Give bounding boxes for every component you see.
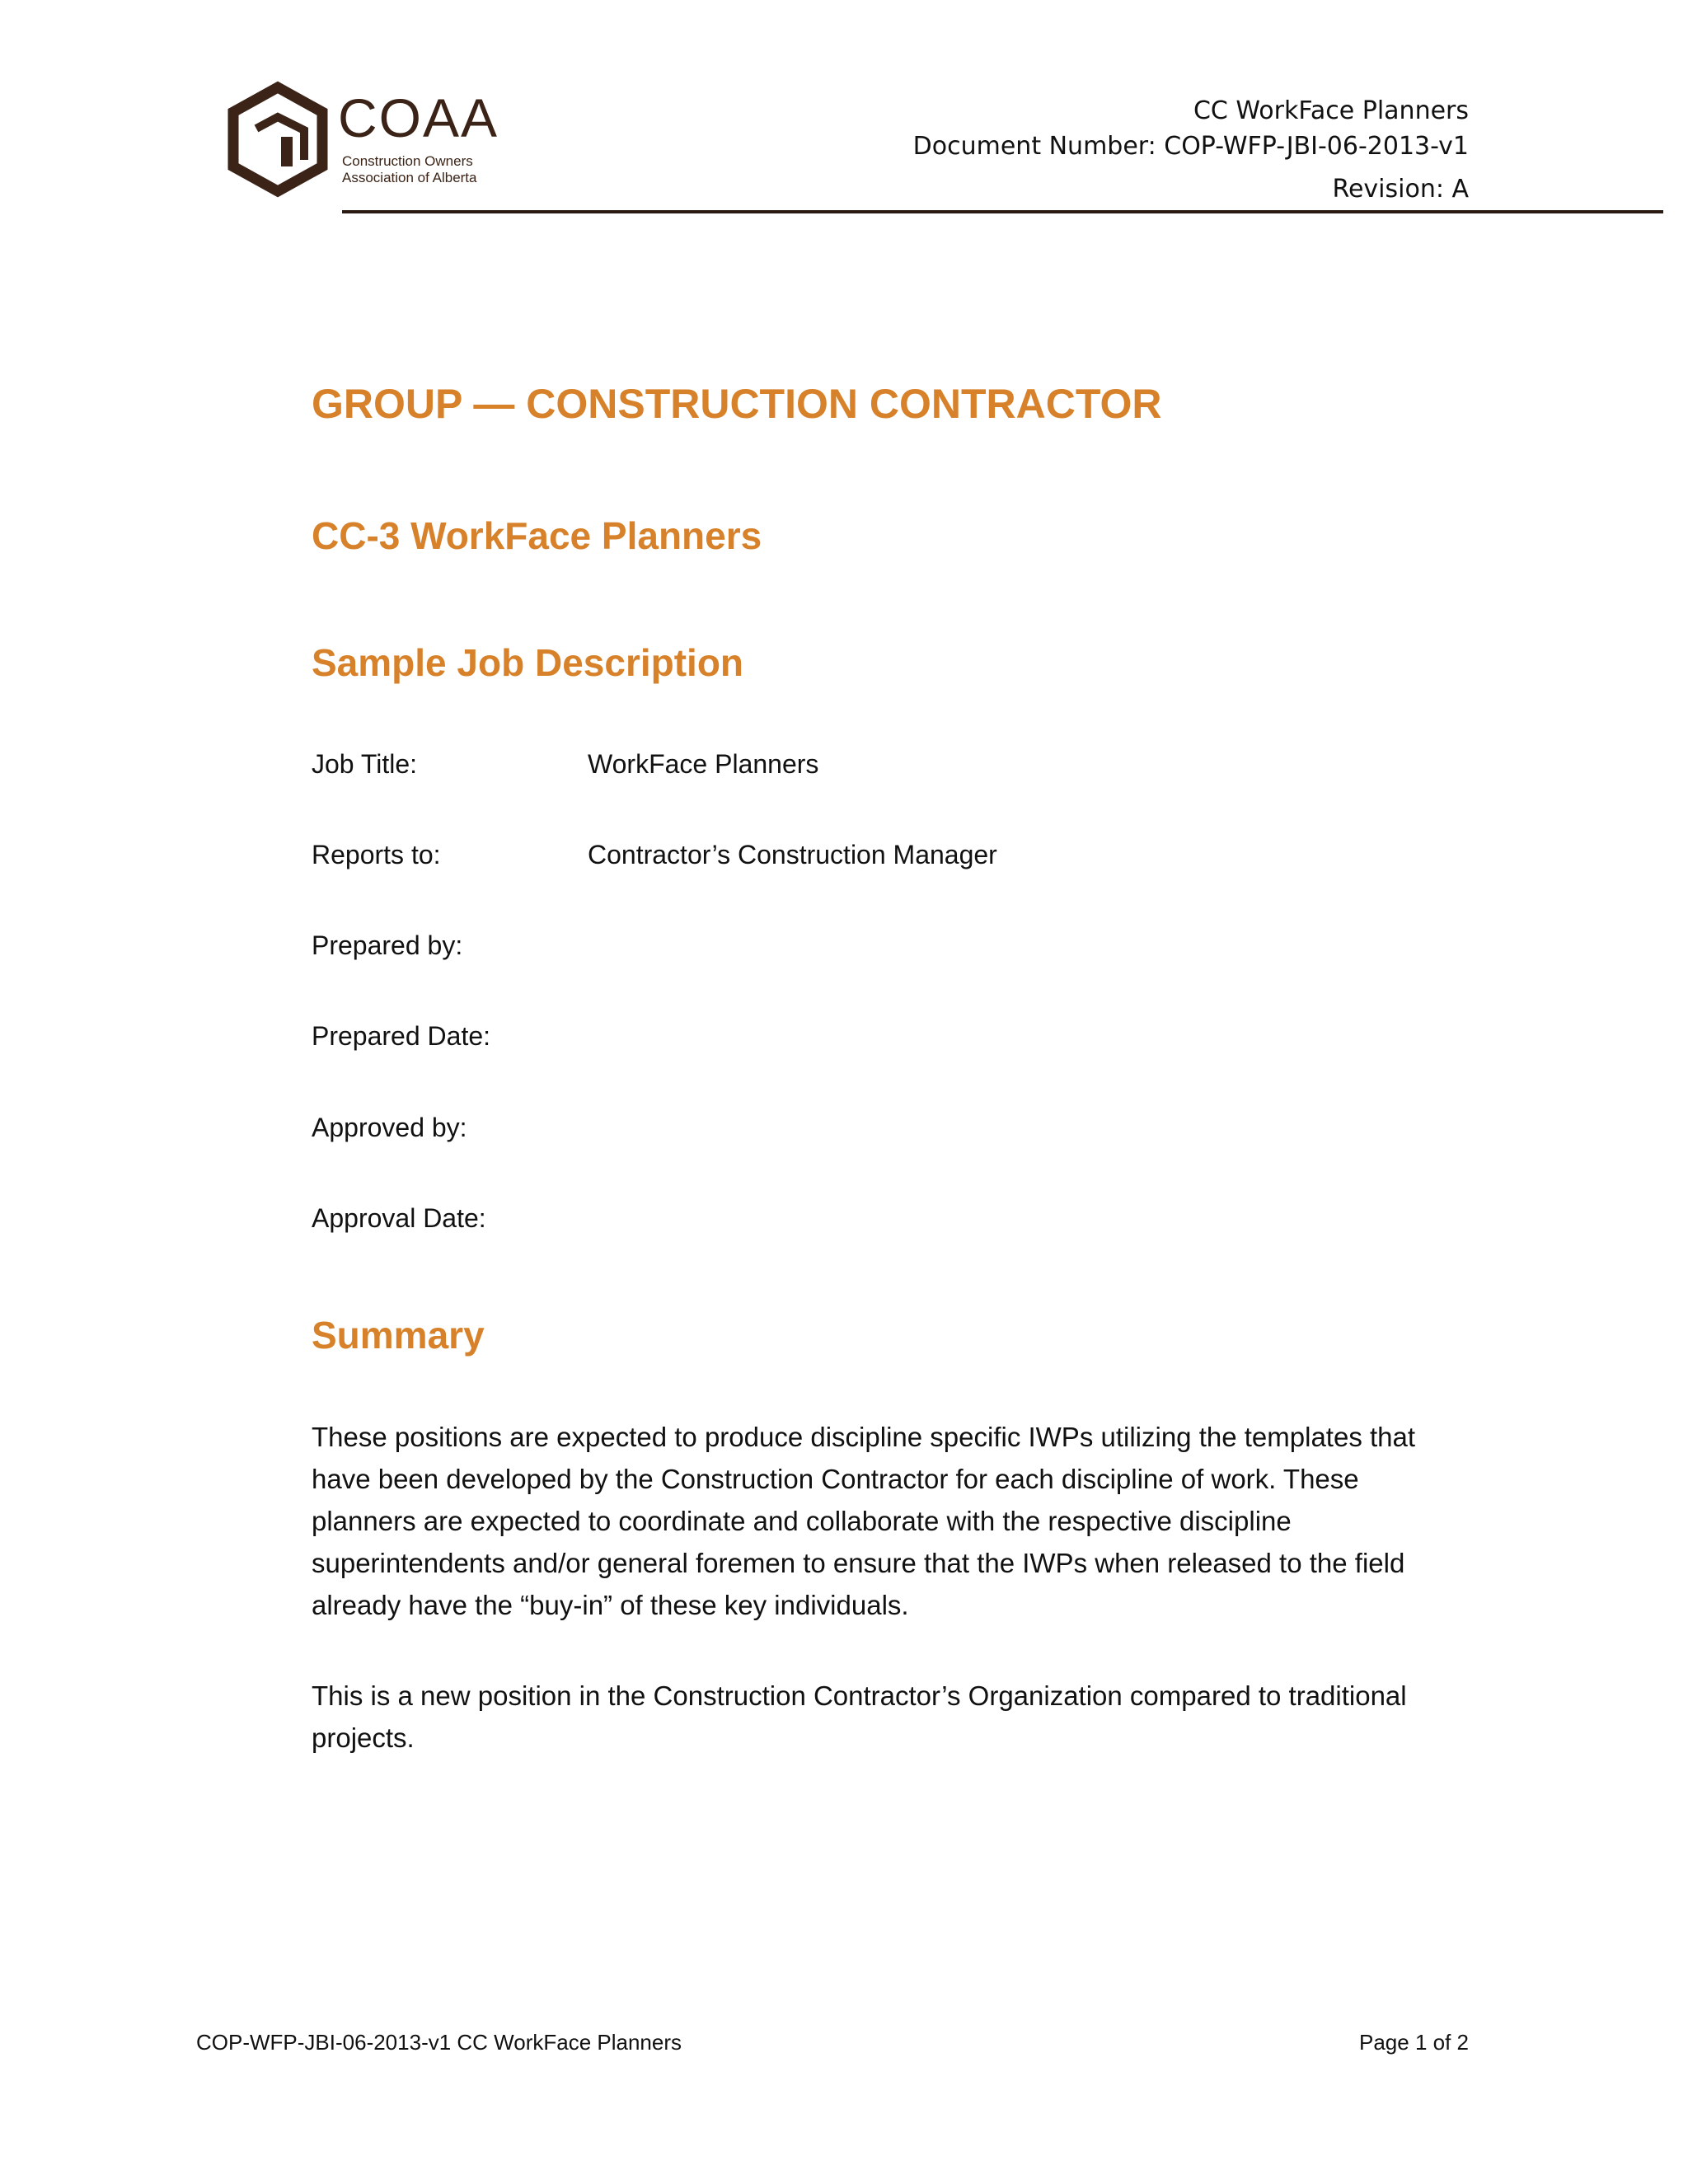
coaa-logo (227, 81, 507, 201)
footer-document-reference: COP-WFP-JBI-06-2013-v1 CC WorkFace Planners (196, 2030, 682, 2055)
hexagon-logo-icon (227, 81, 334, 201)
group-heading: GROUP — CONSTRUCTION CONTRACTOR (312, 381, 1162, 427)
logo-subline-2: Association of Alberta (342, 170, 477, 185)
subgroup-heading: CC-3 WorkFace Planners (312, 514, 762, 557)
logo-subline-1: Construction Owners (342, 153, 473, 169)
header-revision: Revision: A (1332, 175, 1469, 204)
job-title-value: WorkFace Planners (588, 749, 819, 779)
summary-paragraph-1: These positions are expected to produce discipline specific IWPs utilizing the templates that have been developed by the Construction Contractor for each discipline of work. These planners are expected to coordinate and collaborate with the respective discipline superintendents and/or general foremen to ensure that the IWPs when released to the field already have the “buy-in” of these key individuals. (312, 1422, 1416, 1620)
logo-wordmark: COAA (338, 87, 499, 148)
summary-heading: Summary (312, 1314, 485, 1357)
footer-page-number: Page 1 of 2 (1359, 2030, 1469, 2055)
header-divider (342, 210, 1663, 213)
prepared-date-label: Prepared Date: (312, 1021, 491, 1051)
reports-to-value: Contractor’s Construction Manager (588, 840, 997, 869)
header-document-number: Document Number: COP-WFP-JBI-06-2013-v1 (912, 132, 1469, 161)
section-heading: Sample Job Description (312, 641, 744, 684)
approved-by-label: Approved by: (312, 1113, 467, 1142)
reports-to-label: Reports to: (312, 840, 441, 869)
prepared-by-label: Prepared by: (312, 930, 463, 960)
approval-date-label: Approval Date: (312, 1203, 486, 1233)
summary-paragraph-2: This is a new position in the Construction Contractor’s Organization compared to traditional projects. (312, 1680, 1407, 1753)
header-document-title: CC WorkFace Planners (1193, 96, 1469, 125)
job-title-label: Job Title: (312, 749, 418, 779)
